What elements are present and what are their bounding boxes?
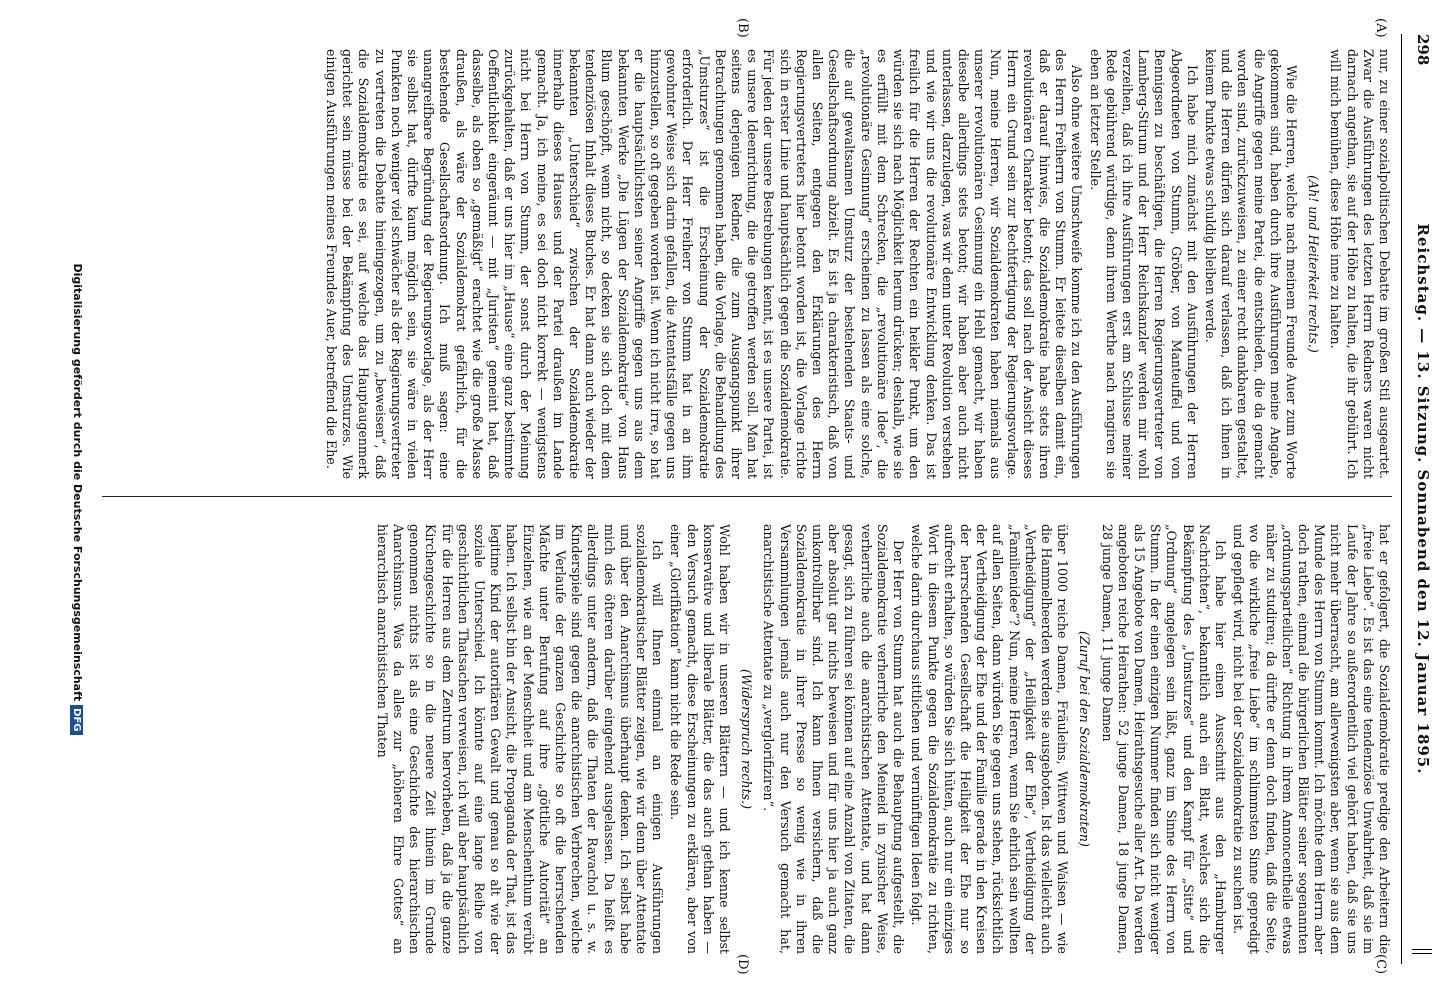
footer-text: Digitalisierung gefördert durch die Deutsche Forschungsgemeinschaft bbox=[71, 263, 84, 702]
interjection: (Widerspruch rechts.) bbox=[739, 668, 755, 810]
digitization-footer bbox=[71, 14, 85, 984]
margin-mark-a: (A) bbox=[1373, 18, 1388, 38]
header-rule-mark bbox=[1412, 949, 1432, 954]
paragraph: Ich habe hier einen Ausschnitt aus den „Hamburger Nachrichten“, bekanntlich auch ein Blatt, welches sich die Bekämpfung des „Umsturzes“ und den Kampf für „Sitte“ und „Ordnung“ angelegen sein läßt, ganz im Sinne des Herrn von Stumm. In der einen einzigen Nummer finden sich nicht weniger als 15 Angebote von Damen, Heirathsgesuche aller Art. Da werden angeboten reiche Heirathen: 52 junge Damen, 18 junge Damen, 28 junge Damen, 11 junge Damen bbox=[1099, 524, 1228, 954]
margin-mark-d: (D) bbox=[735, 954, 750, 975]
margin-mark-b: (B) bbox=[735, 18, 750, 38]
paragraph: Ich habe mich zunächst mit den Ausführungen der Herren Abgeordneten von Stumm, Gröber, von Manteuffel und von Bennigsen zu beschäftigen, die Herren Regierungsvertreter von Lamberg-Stirum und der Herr Reichskanzler werden mir wohl verzeihen, daß ich ihre Ausführungen erst am Schlusse meiner Rede gebührend würdige, denn ihrem Werthe nach rangiren sie eben an letzter Stelle. bbox=[1087, 49, 1200, 479]
paragraph: über 1000 reiche Damen, Fräuleins, Wittwen und Waisen — wie die Hammelheerden werden sie ausgeboten. Ist das vielleicht auch „Vertheidigung“ der „Heiligkeit der Ehe“, Vertheidigung der „Familienidee“? Nun, meine Herren, wenn Sie ehrlich sein wollten auf allen Seiten, dann würden Sie gegen uns stehen, rücksichtlich der Vertheidigung der Ehe und der Familie gerade in den Kreisen der herrschenden Gesellschaft die Heiligkeit der Ehe nur so aufrecht erhalten, so würden Sie sich hüten, auch nur ein einziges Wort in diesem Punkte gegen die Sozialdemokratie zu richten, welche darin durchaus sittlichen und vernünftigen Ideen folgt. bbox=[909, 524, 1071, 954]
paragraph: Wie die Herren, welche nach meinem Freunde Auer zum Worte gekommen sind, haben durch ihre Ausführungen meine Angabe, die Angriffe gegen meine Partei, die entschieden, die da gemacht worden sind, zurückzuweisen, zu einer recht dankbaren gestaltet, und die Herren dürfen sich darauf verlassen, daß ich ihnen in keinem Punkte etwas schuldig bleiben werde. bbox=[1202, 49, 1299, 479]
paragraph: Wohl haben wir in unseren Blättern — und ich kenne selbst konservative und liberale Blätter, die das auch gethan haben — den Versuch gemacht, diese Erscheinungen zu erklären, aber von einer „Glorifikation“ kann nicht die Rede sein. bbox=[668, 524, 733, 954]
running-header bbox=[1400, 14, 1432, 984]
page-number: 298 bbox=[1414, 34, 1432, 66]
running-title: Reichstag. — 13. Sitzung. Sonnabend den 12. Januar 1895. bbox=[1414, 223, 1432, 775]
margin-mark-c: (C) bbox=[1373, 954, 1388, 975]
paragraph: nur, zu einer sozialpolitischen Debatte im großen Stil ausgeartet. Zwar die Ausführungen des letzten Herrn Redners waren nicht darnach angethan, sie auf der Höhe zu halten, die ihr gebührt. Ich will mich bemühen, diese Höhe inne zu halten. bbox=[1328, 49, 1392, 479]
interjection: (Zuruf bei den Sozialdemokraten) bbox=[1077, 631, 1093, 847]
interjection: (Ah! und Heiterkeit rechts.) bbox=[1306, 175, 1322, 353]
rotated-sheet bbox=[50, 14, 1432, 984]
paragraph: Der Herr von Stumm hat auch die Behauptung aufgestellt, die Sozialdemokratie verherrliche den Meineid in zynischer Weise, verherrliche auch die anarchistischen Attentate, und hat dann gesagt, sich zu führen sei können auf eine Anzahl von Zitaten, die aber absolut gar nichts beweisen und für uns hier ja auch ganz unkontrollirbar sind. Ich kann Ihnen versichern, daß die Sozialdemokratie in ihrer Presse so wenig wie in ihren Versammlungen jemals auch nur den Versuch gemacht hat, anarchistische Attentate zu „verglorifiziren“. bbox=[761, 524, 907, 954]
paragraph: Ich will Ihnen einmal an einigen Ausführungen sozialdemokratischer Blätter zeigen, wie wir denn über Attentate und über den Anarchismus überhaupt denken. Ich selbst habe mich des öfteren darüber eingehend ausgelassen. Da heißt es allerdings unter anderm, daß die Thaten der Ravachol u. s. w. Kinderspiele sind gegen die anarchistischen Verbrechen, welche im Verlaufe der ganzen Geschichte so oft die herrschenden Mächte unter Berufung auf ihre „göttliche Autorität“ an Einzelnen, wie an der Menschheit und am Menschenthum verübt haben. Ich selbst bin der Ansicht, die Propaganda der That, ist das legitime Kind der autoritären Gewalt und genau so alt wie der soziale Unterschied. Ich könnte auf eine lange Reihe von geschichtlichen Thatsachen verweisen, ich will aber hauptsächlich für die Herren aus dem Zentrum hervorheben, daß ja die ganze Kirchengeschichte so in die neuere Zeit hinein im Grunde genommen nichts ist als eine Geschichte des hierarchischen Anarchismus. Was da alles zur „höheren Ehre Gottes“ an hierarchisch anarchistischen Thaten bbox=[374, 524, 666, 954]
dfg-logo: DFG bbox=[71, 705, 84, 734]
right-column bbox=[102, 524, 1392, 954]
header-rule bbox=[1401, 34, 1402, 964]
paragraph: hat er gefolgert, die Sozialdemokratie predige den Arbeitern die „freie Liebe“. Es ist das eine tendenziöse Unwahrheit, daß sie im Laufe der Jahre so außerordentlich viel gehört haben, daß sie uns nicht mehr überrascht, am allerwenigsten aber, wenn sie aus dem Munde des Herrn von Stumm kommt. Ich möchte dem Herrn aber doch rathen, einmal die bürgerlichen Blätter seiner sogenannten „ordnungsparteilichen“ Richtung in ihrem Annoncentheile etwas näher zu studiren; da dürfte er denn doch finden, daß die Seite, wo die wirkliche „freie Liebe“ im schlimmsten Sinne gepredigt und gepflegt wird, nicht bei der Sozialdemokratie zu suchen ist. bbox=[1231, 524, 1392, 954]
column-separator bbox=[102, 496, 1392, 497]
paragraph: Also ohne weitere Umschweife komme ich zu den Ausführungen des Herrn Freiherrn von Stumm. Er leitete dieselben damit ein, daß er darauf hinwies, die Sozialdemokratie habe stets ihren revolutionären Charakter betont; das soll nach der Ansicht dieses Herrn ein Grund sein zur Rechtfertigung der Regierungsvorlage. Nun, meine Herren, wir Sozialdemokraten haben niemals aus unserer revolutionären Gesinnung ein Hehl gemacht, wir haben dieselbe allerdings stets betont; wir haben aber auch nicht unterlassen, darzulegen, was wir denn unter Revolution verstehen und wie wir uns die revolutionäre Entwicklung denken. Das ist freilich für die Herren der Rechten ein heikler Punkt, um den würden sie sich nach Möglichkeit herum drücken; deshalb, wie sie es erfüllt mit dem Schrecken, die „revolutionäre Idee“, die „revolutionäre Gesinnung“ erscheinen zu lassen als eine solche, die auf gewaltsamen Umsturz der bestehenden Staats- und Gesellschaftsordnung abzielt. Es ist ja charakteristisch, daß von allen Seiten, entgegen den Erklärungen des Herrn Regierungsvertreters hier betont worden ist, die Vorlage richte sich in erster Linie und hauptsächlich gegen die Sozialdemokratie. Für jeden der unsere Bestrebungen kennt, ist es unsere Partei, ist es unsere Ideenrichtung, die die getroffen werden soll. Man hat seitens derjenigen Redner, die zum Ausgangspunkt ihrer Betrachtungen genommen haben, die Vorlage, die Behandlung des „Umsturzes“ ist die Erscheinung der Sozialdemokratie erforderlich. Der Herr Freiherr von Stumm hat in an ihm gewohnter Weise sich darin gefallen, die Attentatsfälle gegen uns hinzustellen, so oft gegeben worden ist. Wenn ich nicht irre, so hat er die hauptsächlichsten seiner Angriffe gegen uns aus dem bekannten Werke „Die Lügen der Sozialdemokratie“ von Hans Blum geschöpft, wenn nicht, so decken sie sich doch mit dem tendenziösen Inhalt dieses Buches. Er hat dann auch wieder der bekannten „Unterschied“ zwischen der Sozialdemokratie innerhalb dieses Hauses und der Partei draußen im Lande gemacht. Ja, ich meine, es sei doch nicht korrekt — wenigstens nicht bei Herrn von Stumm, der sonst durch der Meinung zurückgehalten, daß er uns hier im „Hause“ eine ganz bestimmte Oeffentlichkeit eingeräumt — mit „Juristen“ gemeint hat, daß dasselbe, als oben so „gemäßigt“ erachtet wie die große Masse draußen, als wäre der Sozialdemokrat gefährlich, für die bestehende Gesellschaftsordnung. Ich muß sagen: eine unangreifbare Begründung der Regierungsvorlage, als der Herr sie selbst hat, dürfte kaum möglich sein, sie wäre in vielen Punkten noch weniger viel schwächer als der Regierungsvertreter zu vertreten die Debatte hineingezogen, um zu „beweisen“, daß die Sozialdemokratie es sei, auf welche das Hauptaugenmerk gerichtet sein müsse bei der Bekämpfung des Umsturzes. Wie einigen Ausführungen meines Freundes Auer, betreffend die Ehe. bbox=[324, 49, 1085, 479]
left-column bbox=[102, 49, 1392, 479]
